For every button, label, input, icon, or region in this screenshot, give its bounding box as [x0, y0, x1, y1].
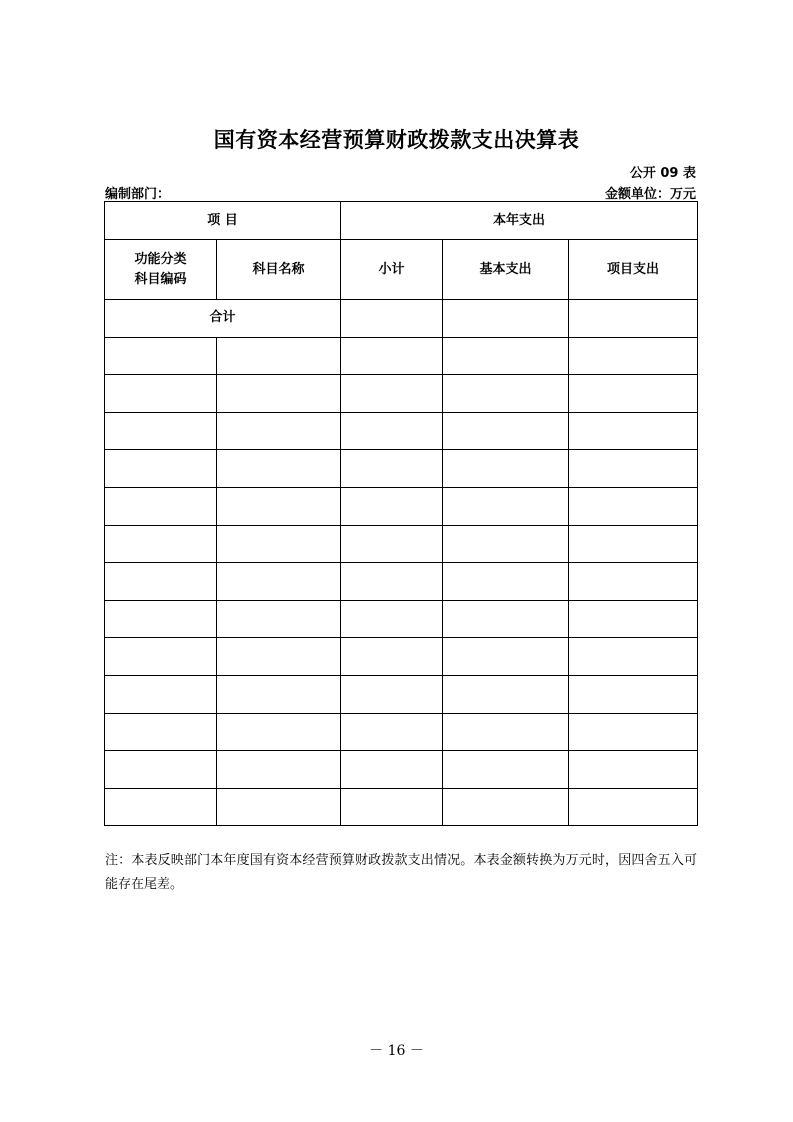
table-cell: [569, 563, 698, 601]
table-cell: [569, 638, 698, 676]
table-cell: [569, 337, 698, 375]
table-cell: [105, 563, 217, 601]
table-cell: [569, 412, 698, 450]
total-subtotal-cell: [341, 300, 443, 338]
table-cell: [569, 675, 698, 713]
table-cell: [105, 751, 217, 789]
table-row: [105, 600, 698, 638]
table-cell: [443, 337, 569, 375]
table-cell: [341, 525, 443, 563]
table-row: [105, 713, 698, 751]
table-cell: [341, 675, 443, 713]
col-function-code-line2: 科目编码: [134, 271, 187, 287]
table-cell: [341, 412, 443, 450]
expenditure-table: [104, 201, 698, 826]
table-cell: [217, 751, 341, 789]
table-cell: [217, 600, 341, 638]
total-project-cell: [569, 300, 698, 338]
header-item: 项 目: [105, 202, 341, 240]
table-cell: [217, 563, 341, 601]
table-row: [105, 412, 698, 450]
table-cell: [569, 751, 698, 789]
table-cell: [443, 751, 569, 789]
table-row: [105, 751, 698, 789]
total-label: 合计: [105, 300, 341, 338]
table-row: [105, 487, 698, 525]
table-cell: [341, 337, 443, 375]
table-cell: [105, 450, 217, 488]
footnote: 注：本表反映部门本年度国有资本经营预算财政拨款支出情况。本表金额转换为万元时，因四舍五入可能存在尾差。: [105, 853, 697, 892]
table-cell: [443, 675, 569, 713]
table-row: [105, 337, 698, 375]
table-cell: [443, 525, 569, 563]
table-cell: [443, 412, 569, 450]
table-cell: [217, 337, 341, 375]
table-row: [105, 525, 698, 563]
table-cell: [217, 638, 341, 676]
table-cell: [569, 713, 698, 751]
table-cell: [569, 487, 698, 525]
table-cell: [105, 600, 217, 638]
table-cell: [217, 525, 341, 563]
table-row: [105, 450, 698, 488]
table-cell: [443, 638, 569, 676]
table-cell: [217, 713, 341, 751]
table-cell: [105, 375, 217, 413]
table-row: [105, 675, 698, 713]
table-cell: [341, 375, 443, 413]
form-code: 公开 09 表: [629, 166, 696, 181]
table-cell: [443, 563, 569, 601]
table-cell: [105, 525, 217, 563]
table-cell: [569, 788, 698, 826]
table-cell: [443, 450, 569, 488]
table-cell: [569, 525, 698, 563]
table-cell: [341, 563, 443, 601]
col-function-code: [105, 240, 217, 300]
table-cell: [341, 487, 443, 525]
table-cell: [217, 450, 341, 488]
col-project-expenditure: 项目支出: [569, 240, 698, 300]
table-cell: [105, 638, 217, 676]
table-subheader-row: [105, 240, 698, 300]
table-row: [105, 563, 698, 601]
table-header-row: [105, 202, 698, 240]
header-current-year-expenditure: 本年支出: [341, 202, 698, 240]
table-cell: [105, 675, 217, 713]
table-cell: [105, 337, 217, 375]
table-cell: [569, 375, 698, 413]
table-cell: [341, 638, 443, 676]
page-title: 国有资本经营预算财政拨款支出决算表: [213, 128, 580, 152]
table-cell: [217, 412, 341, 450]
col-function-code-line1: 功能分类: [134, 251, 187, 267]
table-cell: [443, 600, 569, 638]
table-cell: [105, 412, 217, 450]
table-cell: [341, 600, 443, 638]
table-row: [105, 638, 698, 676]
table-row: [105, 375, 698, 413]
table-cell: [443, 713, 569, 751]
table-cell: [341, 713, 443, 751]
col-basic-expenditure: 基本支出: [443, 240, 569, 300]
table-cell: [341, 751, 443, 789]
table-cell: [569, 450, 698, 488]
col-subtotal: 小计: [341, 240, 443, 300]
table-cell: [569, 600, 698, 638]
table-cell: [341, 788, 443, 826]
table-cell: [105, 788, 217, 826]
table-cell: [105, 713, 217, 751]
table-cell: [443, 487, 569, 525]
table-cell: [443, 375, 569, 413]
table-cell: [105, 487, 217, 525]
col-subject-name: 科目名称: [217, 240, 341, 300]
page-number: － 16 －: [369, 1043, 424, 1059]
total-basic-cell: [443, 300, 569, 338]
table-cell: [217, 788, 341, 826]
total-row: [105, 300, 698, 338]
unit-label: 金额单位：万元: [604, 187, 696, 202]
table-cell: [217, 375, 341, 413]
table-cell: [217, 675, 341, 713]
table-row: [105, 788, 698, 826]
department-label: 编制部门：: [105, 187, 171, 202]
table-cell: [341, 450, 443, 488]
table-cell: [217, 487, 341, 525]
table-cell: [443, 788, 569, 826]
